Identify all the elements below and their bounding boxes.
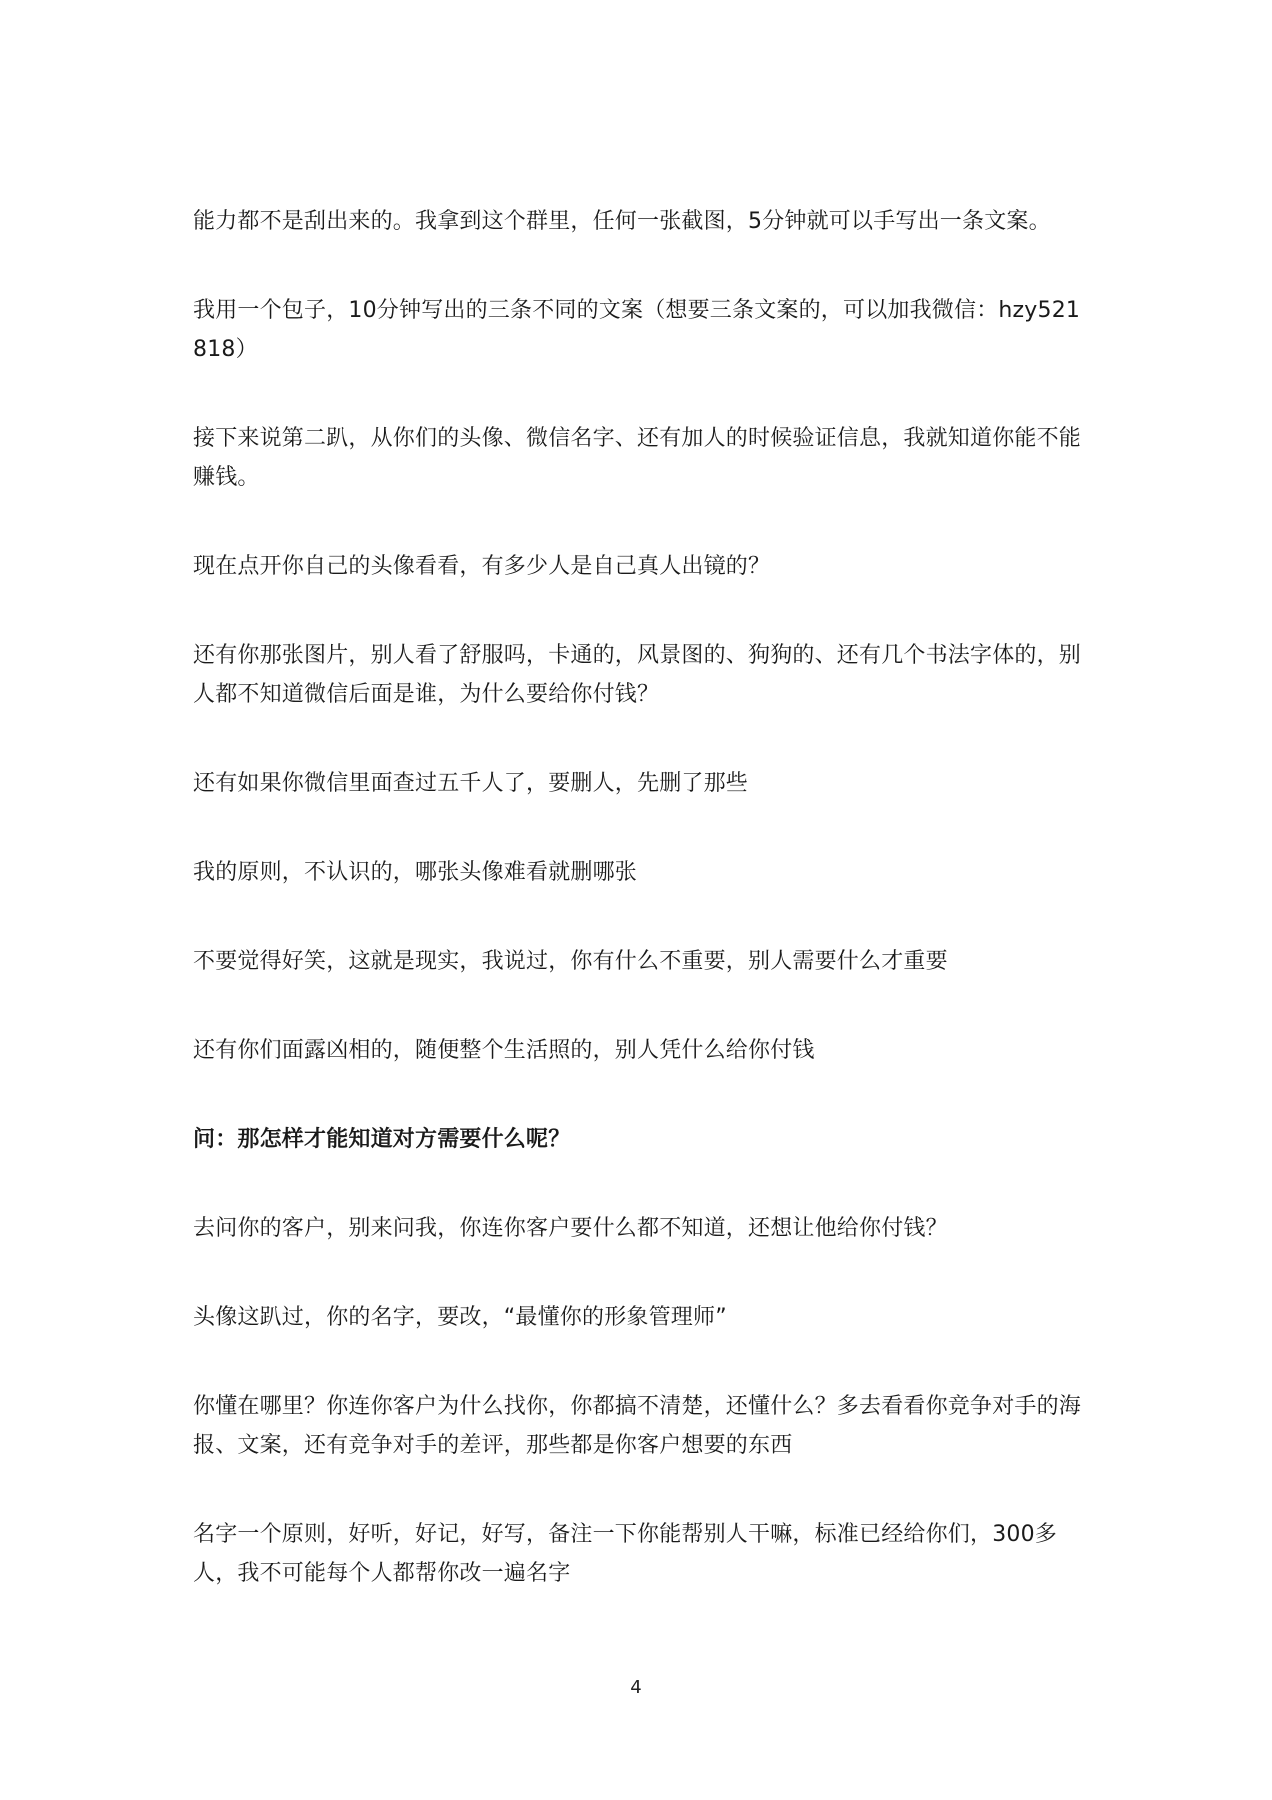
- paragraph-3: 接下来说第二趴，从你们的头像、微信名字、还有加人的时候验证信息，我就知道你能不能赚钱。: [193, 426, 1082, 490]
- paragraph-7: 我的原则，不认识的，哪张头像难看就删哪张: [193, 860, 638, 885]
- page-body: [193, 202, 1093, 1643]
- paragraph-6: 还有如果你微信里面查过五千人了，要删人，先删了那些: [193, 771, 749, 796]
- paragraph-11: 去问你的客户，别来问我，你连你客户要什么都不知道，还想让他给你付钱？: [193, 1216, 948, 1241]
- paragraph-12: 头像这趴过，你的名字，要改，“最懂你的形象管理师”: [193, 1305, 727, 1330]
- paragraph-9: 还有你们面露凶相的，随便整个生活照的，别人凭什么给你付钱: [193, 1038, 815, 1063]
- paragraph-1: 能力都不是刮出来的。我拿到这个群里，任何一张截图，5分钟就可以手写出一条文案。: [193, 209, 1051, 234]
- question-heading: 问：那怎样才能知道对方需要什么呢？: [193, 1127, 571, 1152]
- paragraph-4: 现在点开你自己的头像看看，有多少人是自己真人出镜的？: [193, 554, 771, 579]
- paragraph-13: 你懂在哪里？你连你客户为什么找你，你都搞不清楚，还懂什么？多去看看你竞争对手的海报、文案，还有竞争对手的差评，那些都是你客户想要的东西: [193, 1394, 1082, 1458]
- paragraph-14: 名字一个原则，好听，好记，好写，备注一下你能帮别人干嘛，标准已经给你们，300多人，我不可能每个人都帮你改一遍名字: [193, 1522, 1057, 1586]
- page-number: 4: [630, 1677, 642, 1698]
- paragraph-8: 不要觉得好笑，这就是现实，我说过，你有什么不重要，别人需要什么才重要: [193, 949, 948, 974]
- paragraph-5: 还有你那张图片，别人看了舒服吗，卡通的，风景图的、狗狗的、还有几个书法字体的，别人都不知道微信后面是谁，为什么要给你付钱？: [193, 643, 1082, 707]
- paragraph-2: 我用一个包子，10分钟写出的三条不同的文案（想要三条文案的，可以加我微信：hzy521818）: [193, 298, 1081, 362]
